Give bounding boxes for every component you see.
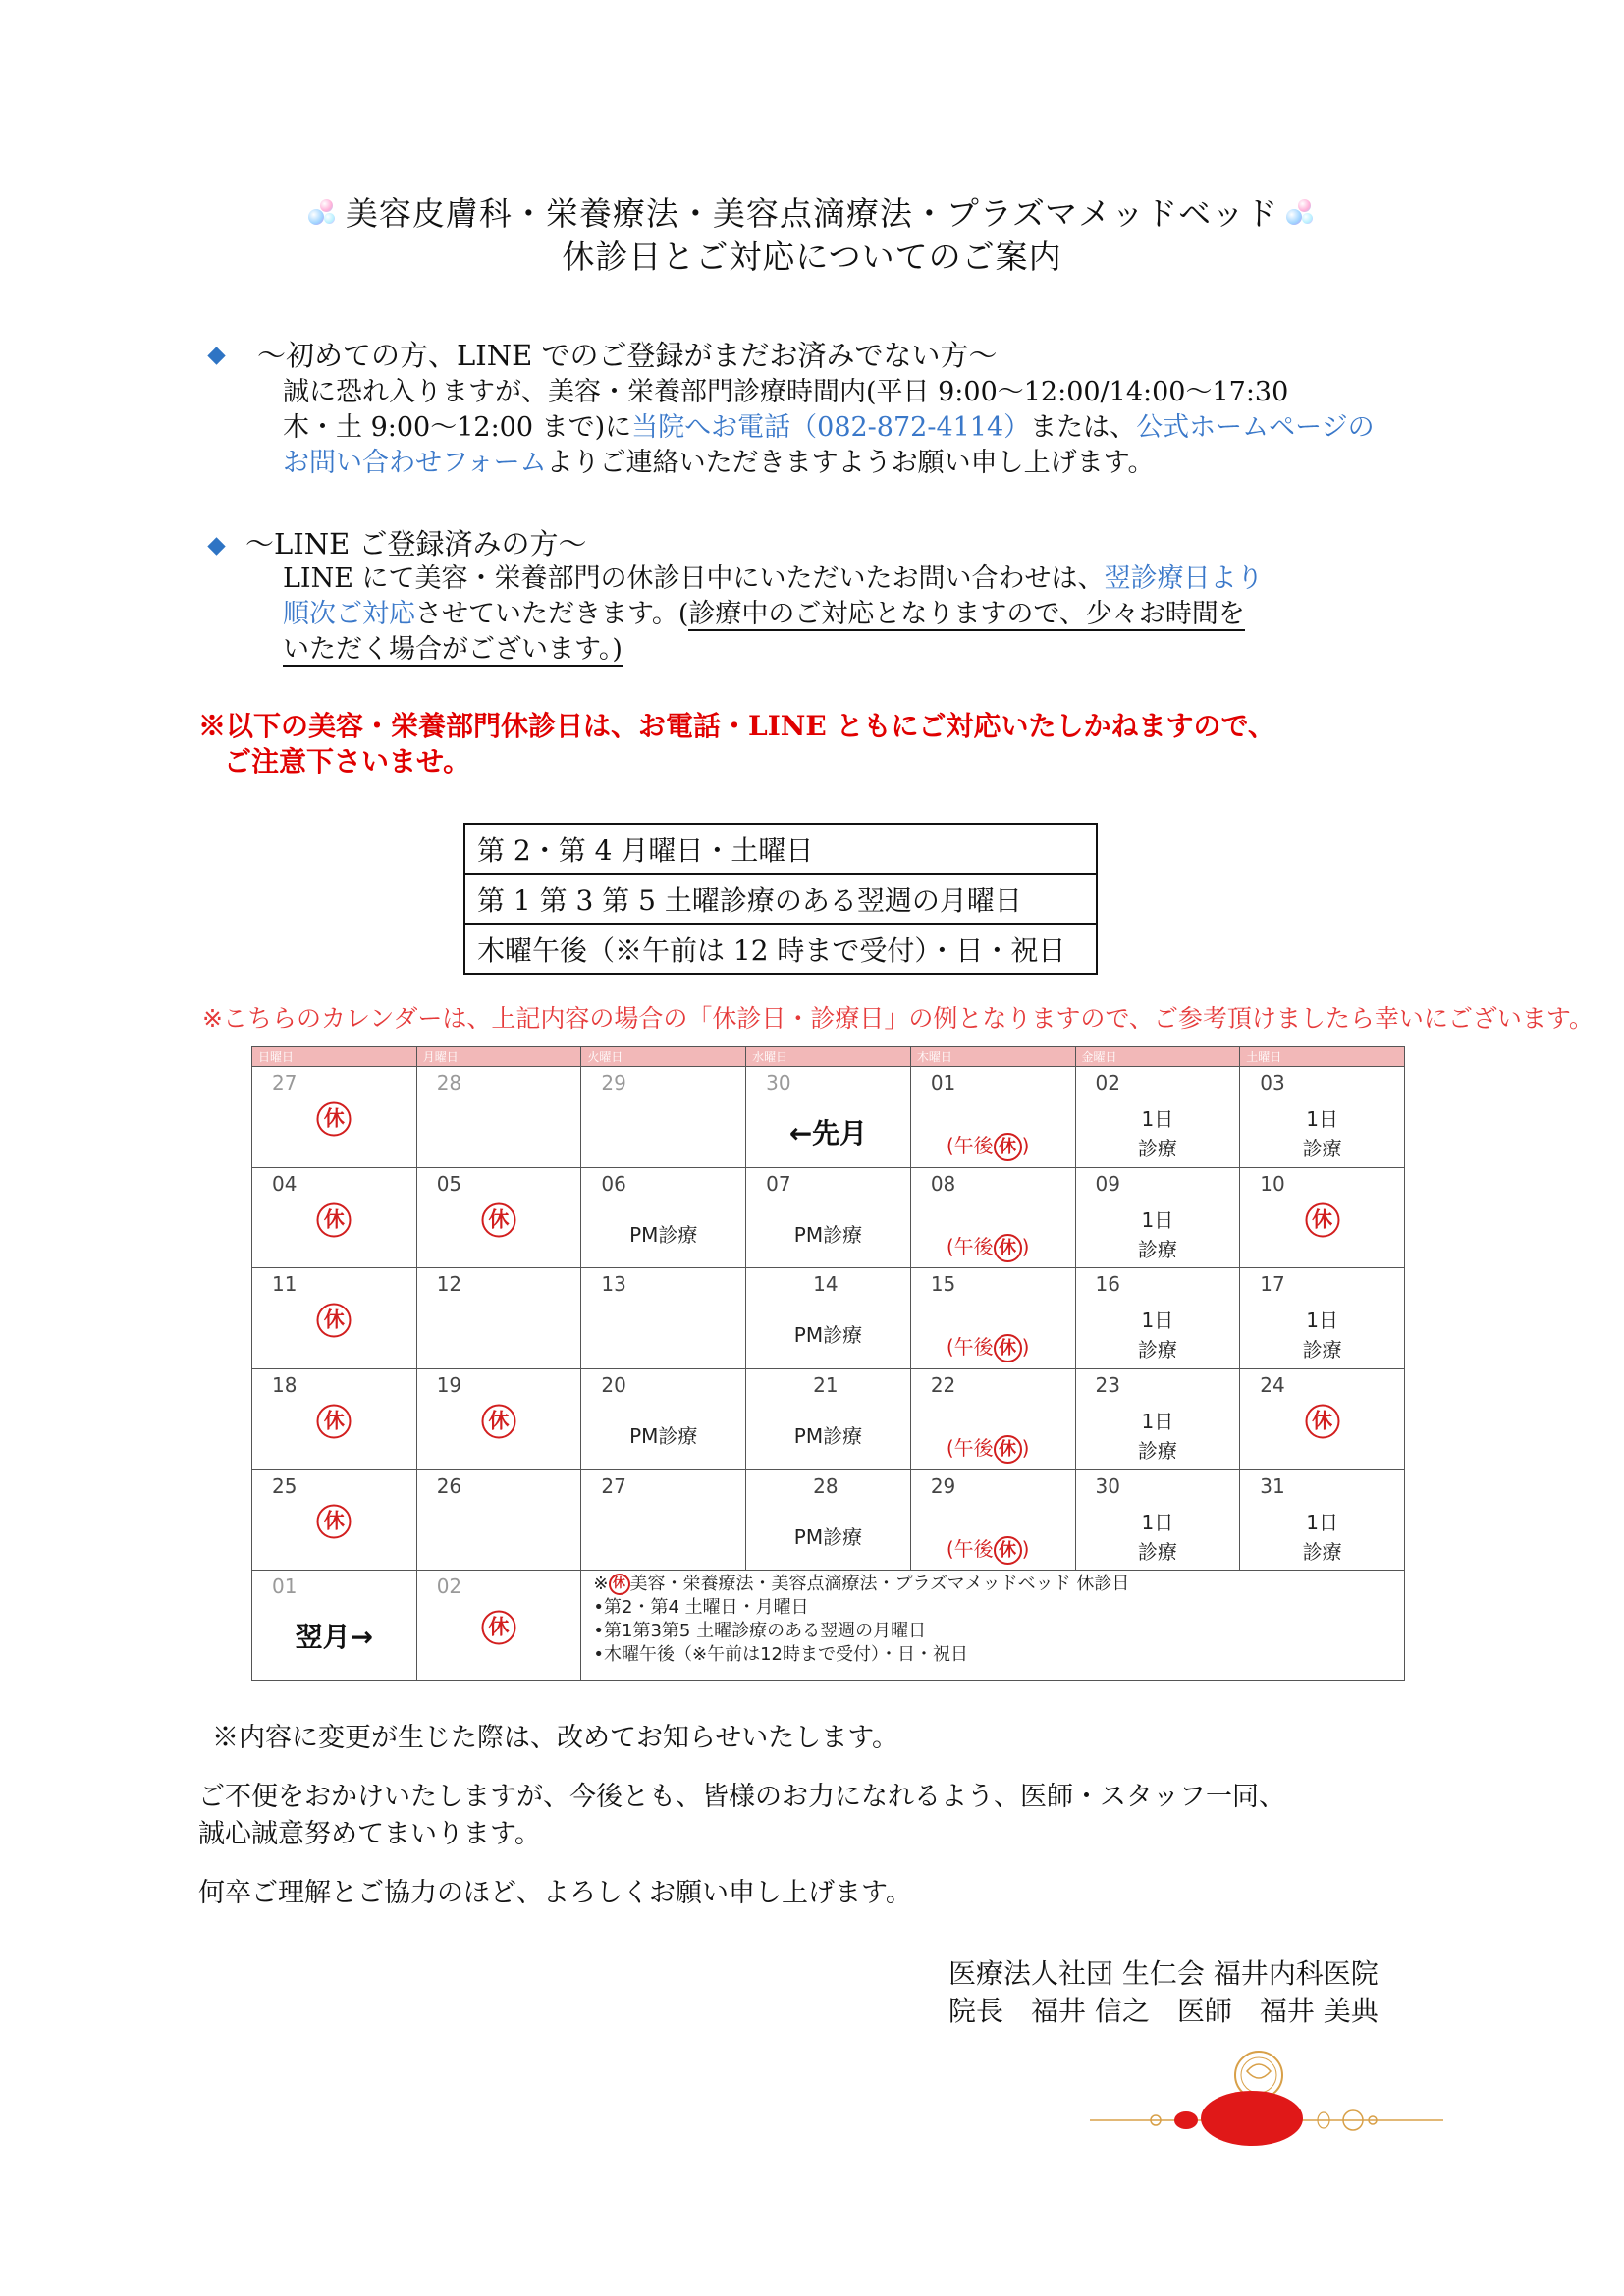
- calendar-day: [1240, 1268, 1405, 1369]
- calendar-day: [746, 1469, 911, 1571]
- calendar-day: [252, 1368, 417, 1469]
- day-number: 05: [436, 1171, 462, 1196]
- day-number: 25: [272, 1473, 298, 1498]
- day-number: 18: [272, 1372, 298, 1397]
- rule-row: 第 1 第 3 第 5 土曜診療のある翌週の月曜日: [464, 874, 1097, 924]
- half-open: (午後: [946, 1234, 994, 1258]
- calendar-week: [252, 1067, 1405, 1168]
- day-number: 21: [813, 1372, 839, 1397]
- full-day-2: 診療: [1302, 1137, 1342, 1160]
- day-number: 29: [930, 1473, 956, 1498]
- full-day-2: 診療: [1137, 1438, 1177, 1463]
- contact-form-link[interactable]: お問い合わせフォーム: [283, 448, 547, 478]
- full-day-2: 診療: [1302, 1539, 1342, 1564]
- closed-days-rules: [463, 823, 1098, 975]
- day-number: 04: [272, 1171, 298, 1196]
- afternoon-closed-label: [947, 1231, 1030, 1262]
- calendar-day: [581, 1067, 746, 1168]
- closed-mark: 休: [317, 1202, 352, 1237]
- signature: 医療法人社団 生仁会 福井内科医院 院長 福井 信之 医師 福井 美典: [948, 1957, 1379, 2027]
- bubbles-icon: [1284, 197, 1318, 231]
- full-day-2: 診療: [1137, 1539, 1177, 1564]
- full-day-label: [1076, 1306, 1240, 1364]
- day-number: 11: [272, 1272, 298, 1297]
- homepage-link[interactable]: 公式ホームページの: [1136, 412, 1375, 443]
- calendar-day: [910, 1368, 1075, 1469]
- calendar-day: [416, 1268, 581, 1369]
- closed-mark: 休: [317, 1404, 352, 1438]
- full-day-label: [1240, 1306, 1404, 1364]
- legend-prefix: ※: [593, 1574, 609, 1595]
- full-day-2: 診療: [1137, 1338, 1177, 1362]
- legend-line: •第2・第4 土曜日・月曜日: [593, 1597, 809, 1619]
- full-day-1: 1日: [1141, 1409, 1174, 1433]
- afternoon-closed-label: [947, 1331, 1030, 1362]
- calendar-legend: [593, 1573, 1129, 1667]
- day-number: 31: [1260, 1473, 1285, 1498]
- clinic-logo: [1090, 2042, 1453, 2150]
- closed-mark: 休: [482, 1202, 516, 1237]
- calendar-day: [416, 1067, 581, 1168]
- full-day-label: [1076, 1407, 1240, 1466]
- prev-month-label: ←先月: [788, 1117, 868, 1149]
- full-day-label: [1240, 1104, 1404, 1163]
- calendar-day: [1075, 1469, 1240, 1571]
- weekday-header: 土曜日: [1240, 1047, 1405, 1067]
- day-number: 19: [436, 1372, 462, 1397]
- closed-mark: 休: [1305, 1202, 1339, 1237]
- calendar-day: [252, 1571, 417, 1681]
- calendar-day: [1075, 1368, 1240, 1469]
- pm-clinic-label: PM診療: [793, 1222, 863, 1247]
- day-number: 24: [1260, 1372, 1285, 1397]
- day-number: 17: [1260, 1272, 1285, 1297]
- full-day-1: 1日: [1141, 1107, 1174, 1131]
- page-title: [0, 192, 1624, 236]
- change-note: ※内容に変更が生じた際は、改めてお知らせいたします。: [212, 1723, 899, 1753]
- bullet-diamond-icon: [207, 537, 225, 555]
- bubbles-icon: [306, 197, 340, 231]
- day-number: 20: [601, 1372, 626, 1397]
- full-day-label: [1240, 1508, 1404, 1567]
- calendar-day: [746, 1067, 911, 1168]
- full-day-2: 診療: [1137, 1137, 1177, 1160]
- day-number: 27: [601, 1473, 626, 1498]
- full-day-2: 診療: [1137, 1237, 1177, 1261]
- calendar-week: [252, 1268, 1405, 1369]
- calendar-day: [581, 1469, 746, 1571]
- rule-row: 第 2・第 4 月曜日・土曜日: [464, 824, 1097, 874]
- full-day-1: 1日: [1306, 1107, 1338, 1131]
- calendar-week: [252, 1167, 1405, 1268]
- closed-mark: 休: [994, 1234, 1022, 1262]
- weekday-header: 金曜日: [1075, 1047, 1240, 1067]
- closed-mark: 休: [994, 1435, 1022, 1464]
- closed-mark: 休: [1305, 1404, 1339, 1438]
- legend-line: •第1第3第5 土曜診療のある翌週の月曜日: [593, 1621, 927, 1642]
- afternoon-closed-label: [947, 1533, 1030, 1565]
- calendar-week: [252, 1469, 1405, 1571]
- half-close: ): [1021, 1536, 1030, 1561]
- day-number: 10: [1260, 1171, 1285, 1196]
- full-day-label: [1076, 1508, 1240, 1567]
- day-number: 08: [930, 1171, 956, 1196]
- calendar-day: [1075, 1067, 1240, 1168]
- day-number: 06: [601, 1171, 626, 1196]
- closed-mark: 休: [482, 1404, 516, 1438]
- day-number: 15: [930, 1272, 956, 1297]
- calendar-day: [910, 1067, 1075, 1168]
- calendar-day: [416, 1571, 581, 1681]
- title-line-2: 休診日とご対応についてのご案内: [562, 238, 1062, 276]
- legend-line: [593, 1573, 1129, 1596]
- calendar-day: [910, 1268, 1075, 1369]
- legend-text: 美容・栄養療法・美容点滴療法・プラズマメッドベッド 休診日: [629, 1574, 1130, 1595]
- closed-mark: 休: [317, 1304, 352, 1338]
- closed-mark: 休: [317, 1101, 352, 1136]
- day-number: 01: [930, 1071, 956, 1095]
- calendar-legend-cell: [581, 1571, 1405, 1681]
- weekday-header: 月曜日: [416, 1047, 581, 1067]
- pm-clinic-label: PM診療: [793, 1524, 863, 1549]
- calendar-day: [746, 1167, 911, 1268]
- bullet-diamond-icon: [207, 347, 225, 364]
- day-number: 14: [813, 1272, 839, 1297]
- calendar-day: [746, 1368, 911, 1469]
- closing-text: 何卒ご理解とご協力のほど、よろしくお願い申し上げます。: [198, 1878, 912, 1908]
- section2-heading: ～LINE ご登録済みの方～: [245, 527, 587, 561]
- calendar-day: [1075, 1268, 1240, 1369]
- day-number: 22: [930, 1372, 956, 1397]
- closed-mark: 休: [994, 1133, 1022, 1161]
- day-number: 03: [1260, 1071, 1285, 1095]
- calendar-day: [1240, 1368, 1405, 1469]
- day-number: 23: [1095, 1372, 1120, 1397]
- weekday-header: 水曜日: [746, 1047, 911, 1067]
- day-number: 28: [436, 1071, 462, 1095]
- half-open: (午後: [946, 1536, 994, 1561]
- day-number: 26: [436, 1473, 462, 1498]
- calendar-week: [252, 1571, 1405, 1681]
- half-close: ): [1021, 1435, 1030, 1460]
- full-day-1: 1日: [1306, 1510, 1338, 1534]
- calendar-day: [1240, 1167, 1405, 1268]
- next-month-label: 翌月→: [295, 1621, 374, 1654]
- half-close: ): [1021, 1234, 1030, 1258]
- title-line-1: 美容皮膚科・栄養療法・美容点滴療法・プラズマメッドベッド: [345, 194, 1279, 233]
- half-open: (午後: [946, 1134, 994, 1157]
- closed-mark: 休: [609, 1574, 630, 1595]
- day-number: 29: [601, 1071, 626, 1095]
- calendar: [251, 1046, 1405, 1681]
- full-day-2: 診療: [1302, 1338, 1342, 1362]
- calendar-week: [252, 1368, 1405, 1469]
- half-close: ): [1021, 1335, 1030, 1360]
- full-day-1: 1日: [1141, 1308, 1174, 1333]
- legend-line: •木曜午後（※午前は12時まで受付）・日・祝日: [593, 1644, 969, 1666]
- closed-mark: 休: [994, 1334, 1022, 1362]
- half-open: (午後: [946, 1435, 994, 1460]
- calendar-day: [1240, 1469, 1405, 1571]
- day-number: 09: [1095, 1171, 1120, 1196]
- section1-heading: ～初めての方、LINE でのご登録がまだお済みでない方～: [257, 339, 998, 372]
- pm-clinic-label: PM診療: [793, 1323, 863, 1348]
- closed-day-warning: ※以下の美容・栄養部門休診日は、お電話・LINE ともにご対応いたしかねますので、 ご注意下さいませ。: [198, 710, 1275, 777]
- calendar-day: [746, 1268, 911, 1369]
- phone-link[interactable]: 当院へお電話（082-872-4114）: [631, 412, 1031, 443]
- full-day-label: [1076, 1104, 1240, 1163]
- day-number: 02: [436, 1575, 462, 1599]
- calendar-day: [581, 1167, 746, 1268]
- full-day-1: 1日: [1141, 1510, 1174, 1534]
- pm-clinic-label: PM診療: [629, 1423, 698, 1448]
- section1-text: 誠に恐れ入りますが、美容・栄養部門診療時間内(平日 9:00～12:00/14:00～17:30 木・土 9:00～12:00 まで)に当院へお電話（082-872-4114）または、公式ホームページの お問い合わせフォームよりご連絡いただきますようお願い申し上げます。: [283, 377, 1375, 478]
- day-number: 12: [436, 1272, 462, 1297]
- calendar-day: [581, 1268, 746, 1369]
- full-day-label: [1076, 1205, 1240, 1264]
- day-number: 30: [766, 1071, 791, 1095]
- calendar-day: [252, 1268, 417, 1369]
- calendar-day: [416, 1167, 581, 1268]
- calendar-day: [910, 1167, 1075, 1268]
- calendar-day: [252, 1067, 417, 1168]
- closed-mark: 休: [317, 1505, 352, 1539]
- calendar-day: [581, 1368, 746, 1469]
- half-open: (午後: [946, 1335, 994, 1360]
- calendar-day: [252, 1167, 417, 1268]
- half-close: ): [1021, 1134, 1030, 1157]
- day-number: 27: [272, 1071, 298, 1095]
- day-number: 30: [1095, 1473, 1120, 1498]
- full-day-1: 1日: [1306, 1308, 1338, 1333]
- calendar-day: [1240, 1067, 1405, 1168]
- full-day-1: 1日: [1141, 1207, 1174, 1232]
- weekday-header: 火曜日: [581, 1047, 746, 1067]
- pm-clinic-label: PM診療: [793, 1423, 863, 1448]
- day-number: 28: [813, 1473, 839, 1498]
- weekday-header: 木曜日: [910, 1047, 1075, 1067]
- calendar-day: [252, 1469, 417, 1571]
- day-number: 07: [766, 1171, 791, 1196]
- closed-mark: 休: [482, 1610, 516, 1644]
- afternoon-closed-label: [947, 1130, 1030, 1161]
- pm-clinic-label: PM診療: [629, 1222, 698, 1247]
- day-number: 13: [601, 1272, 626, 1297]
- calendar-day: [910, 1469, 1075, 1571]
- day-number: 16: [1095, 1272, 1120, 1297]
- day-number: 02: [1095, 1071, 1120, 1095]
- afternoon-closed-label: [947, 1432, 1030, 1464]
- calendar-day: [1075, 1167, 1240, 1268]
- apology-text: ご不便をおかけいたしますが、今後とも、皆様のお力になれるよう、医師・スタッフ一同、 誠心誠意努めてまいります。: [198, 1782, 1285, 1849]
- section2-text: LINE にて美容・栄養部門の休診日中にいただいたお問い合わせは、翌診療日より 順次ご対応させていただきます。(診療中のご対応となりますので、少々お時間を いただく場合がございます。): [283, 563, 1264, 665]
- day-number: 01: [272, 1575, 298, 1599]
- calendar-note: ※こちらのカレンダーは、上記内容の場合の「休診日・診療日」の例となりますので、ご参考頂けましたら幸いにございます。: [202, 1004, 1594, 1033]
- closed-mark: 休: [994, 1536, 1022, 1565]
- weekday-header: 日曜日: [252, 1047, 417, 1067]
- calendar-day: [416, 1469, 581, 1571]
- rule-row: 木曜午後（※午前は 12 時まで受付）・日・祝日: [464, 924, 1097, 974]
- calendar-day: [416, 1368, 581, 1469]
